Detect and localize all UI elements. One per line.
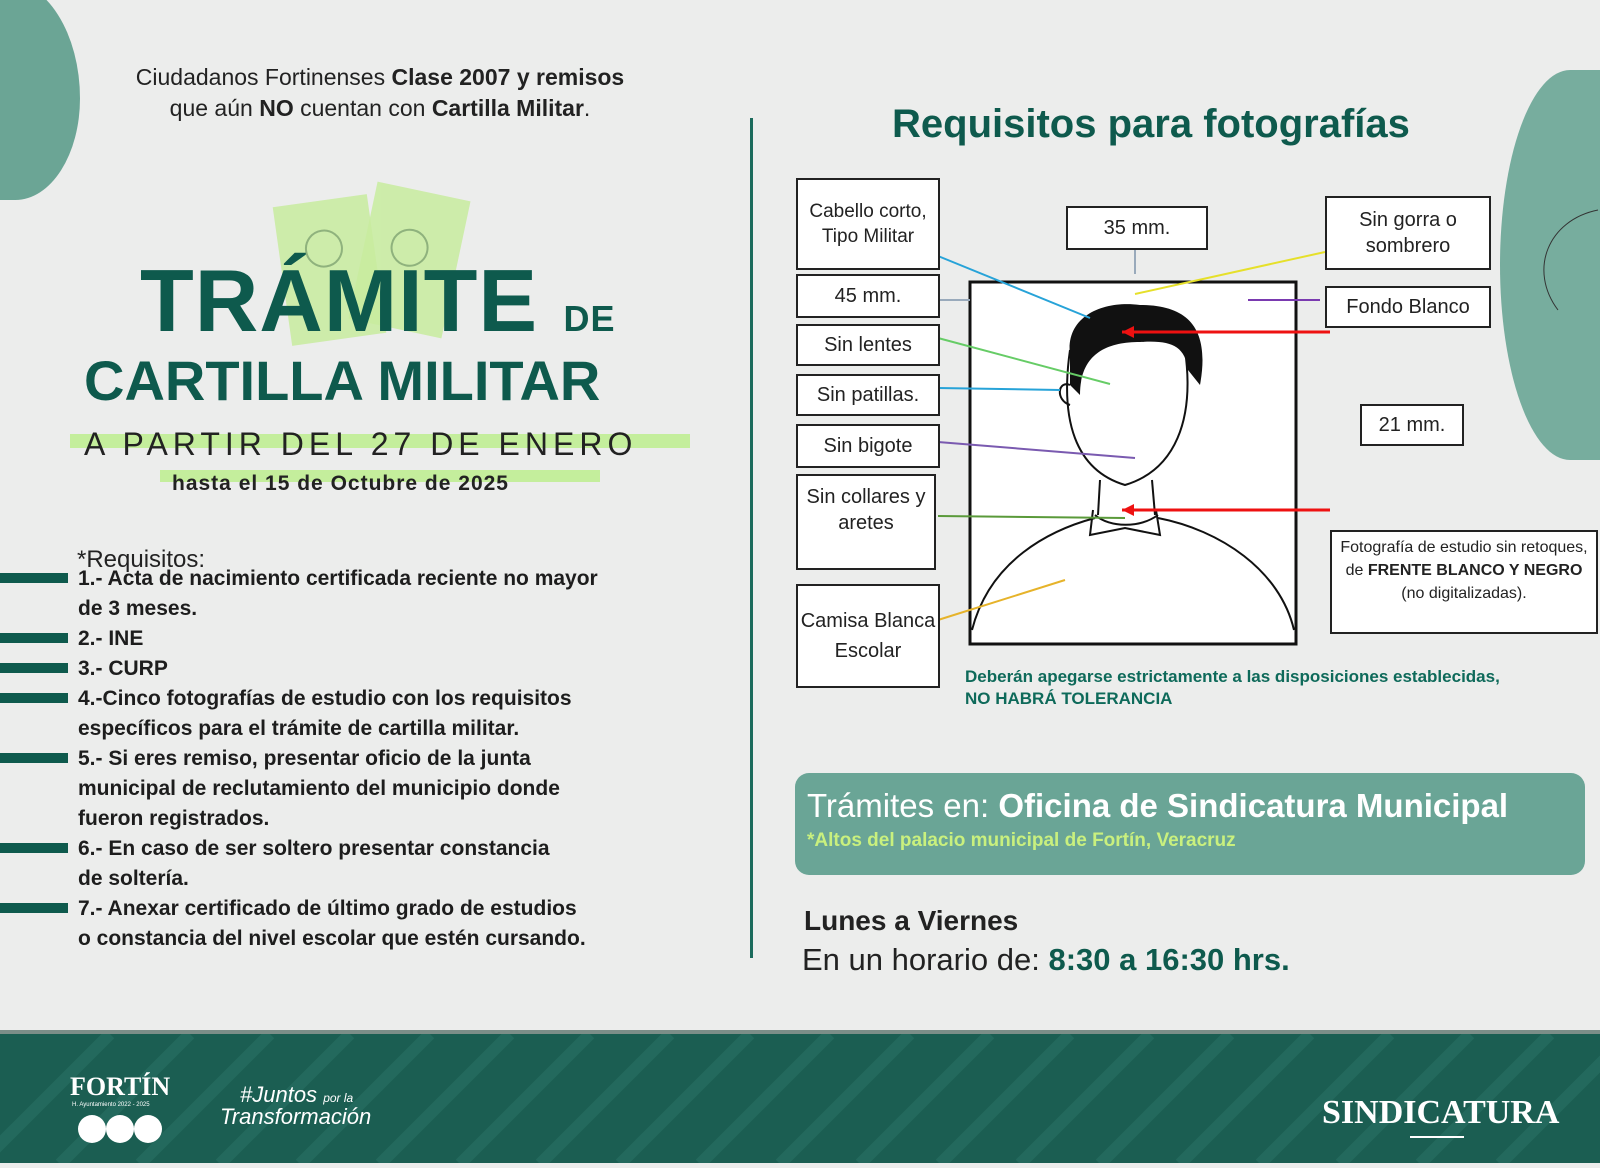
label-face-21mm: 21 mm. xyxy=(1360,404,1464,446)
label-sin-patillas: Sin patillas. xyxy=(796,374,940,416)
bullet-bar xyxy=(0,903,68,913)
end-date: hasta el 15 de Octubre de 2025 xyxy=(172,472,509,495)
label-sin-bigote: Sin bigote xyxy=(796,424,940,468)
tolerance-note: Deberán apegarse estrictamente a las disposiciones establecidas, NO HABRÁ TOLERANCIA xyxy=(965,667,1500,708)
decorative-curve xyxy=(1488,150,1600,330)
label-cabello: Cabello corto, Tipo Militar xyxy=(796,178,940,270)
intro-text: Ciudadanos Fortinenses Clase 2007 y remisos que aún NO cuentan con Cartilla Militar. xyxy=(135,64,625,121)
bullet-bar xyxy=(0,663,68,673)
requirement-item: 2.- INE xyxy=(78,627,144,650)
fortin-logo-subtext: H. Ayuntamiento 2022 - 2025 xyxy=(72,1102,150,1108)
bullet-bar xyxy=(0,633,68,643)
requirement-item: 5.- Si eres remiso, presentar oficio de la junta municipal de reclutamiento del municipio donde fueron registrados. xyxy=(78,747,560,830)
schedule-days: Lunes a Viernes xyxy=(804,905,1019,936)
page-subtitle: CARTILLA MILITAR xyxy=(84,349,601,412)
page-title: TRÁMITE DE xyxy=(140,251,616,350)
office-banner: Trámites en: Oficina de Sindicatura Municipal *Altos del palacio municipal de Fortín, Veracruz xyxy=(795,773,1585,875)
start-date: A PARTIR DEL 27 DE ENERO xyxy=(84,426,638,462)
emblem-icon xyxy=(78,1115,106,1143)
slogan: Transformación xyxy=(220,1104,372,1129)
bullet-bar xyxy=(0,693,68,703)
requirement-item: 7.- Anexar certificado de último grado de estudios o constancia del nivel escolar que estén cursando. xyxy=(78,897,586,950)
department-underline xyxy=(1410,1136,1464,1138)
requirements-heading: *Requisitos: xyxy=(77,546,206,573)
schedule-hours: En un horario de: 8:30 a 16:30 hrs. xyxy=(802,942,1290,977)
requirement-item: 3.- CURP xyxy=(78,657,168,680)
label-sin-collares: Sin collares y aretes xyxy=(796,474,936,570)
requirement-item: 1.- Acta de nacimiento certificada reciente no mayor de 3 meses. xyxy=(78,567,598,620)
bullet-bar xyxy=(0,573,68,583)
emblem-icon xyxy=(106,1115,134,1143)
photo-requirements-title: Requisitos para fotografías xyxy=(892,102,1410,146)
label-sin-lentes: Sin lentes xyxy=(796,324,940,366)
fortin-logo-text: FORTÍN xyxy=(70,1072,171,1101)
label-fondo-blanco: Fondo Blanco xyxy=(1325,286,1491,328)
label-width-35mm: 35 mm. xyxy=(1066,206,1208,250)
department-name: SINDICATURA xyxy=(1322,1094,1560,1131)
label-studio-photo: Fotografía de estudio sin retoques, de FRENTE BLANCO Y NEGRO (no digitalizadas). xyxy=(1330,530,1598,634)
requirement-item: 6.- En caso de ser soltero presentar constancia de soltería. xyxy=(78,837,550,890)
requirement-item: 4.-Cinco fotografías de estudio con los requisitos específicos para el trámite de cartilla militar. xyxy=(78,687,572,740)
hashtag: #Juntos por la xyxy=(240,1082,354,1107)
column-divider xyxy=(750,118,753,958)
emblem-icon xyxy=(134,1115,162,1143)
label-sin-gorra: Sin gorra o sombrero xyxy=(1325,196,1491,270)
bullet-bar xyxy=(0,843,68,853)
label-height-45mm: 45 mm. xyxy=(796,274,940,318)
pointer-arrows xyxy=(930,230,1330,650)
label-camisa: Camisa Blanca Escolar xyxy=(796,584,940,688)
bullet-bar xyxy=(0,753,68,763)
